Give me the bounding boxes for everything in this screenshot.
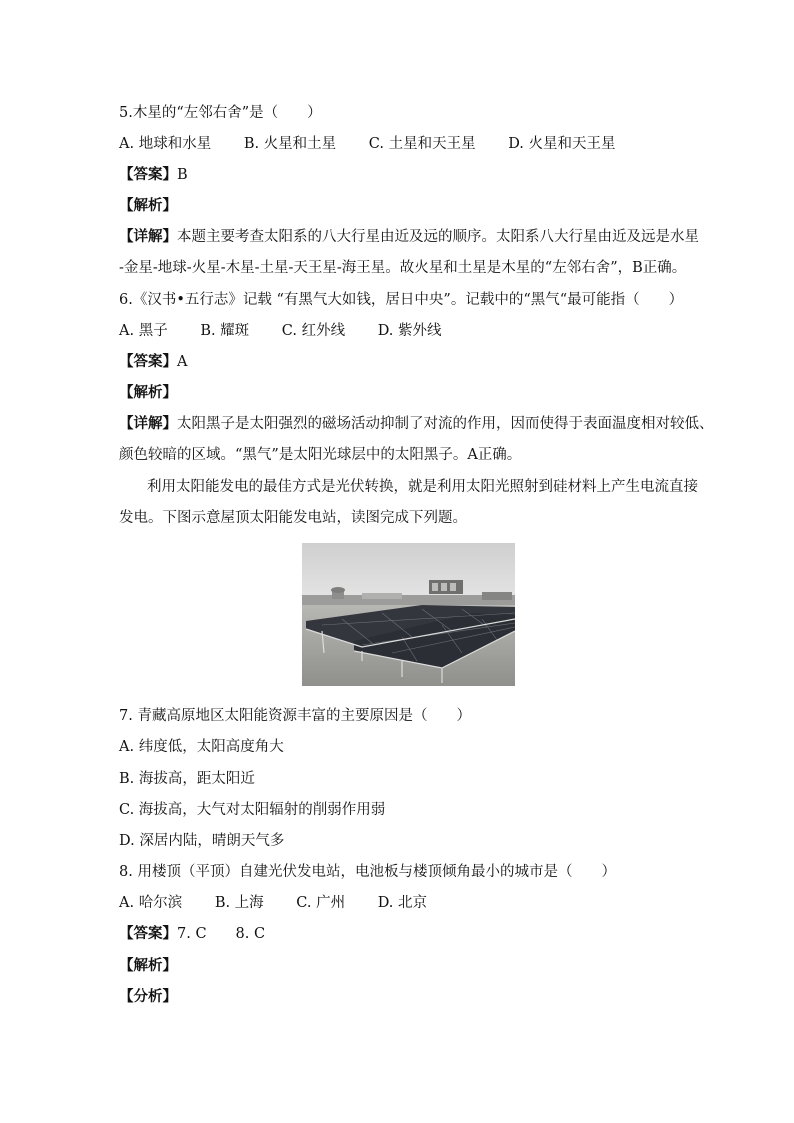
answer-tag: 【答案】 bbox=[119, 166, 177, 183]
q8-options bbox=[119, 893, 694, 913]
answer-value: B bbox=[177, 167, 188, 183]
q8-option-d: D. 北京 bbox=[377, 895, 428, 911]
q5-option-a: A. 地球和水星 bbox=[119, 136, 212, 152]
q8-stem: 8. 用楼顶（平顶）自建光伏发电站，电池板与楼顶倾角最小的城市是（ ） bbox=[119, 864, 616, 880]
answer-tag: 【答案】 bbox=[119, 353, 177, 370]
q7-stem: 7. 青藏高原地区太阳能资源丰富的主要原因是（ ） bbox=[119, 708, 471, 724]
q6-analysis-tag: 【解析】 bbox=[119, 384, 177, 401]
rooftop-solar-photo bbox=[302, 543, 515, 686]
q6-options bbox=[119, 321, 694, 341]
q5-option-b: B. 火星和土星 bbox=[243, 136, 337, 152]
q6-detail-line1 bbox=[119, 414, 714, 434]
q5-detail-line1 bbox=[119, 227, 699, 247]
q5-stem: 5.木星的“左邻右舍”是（ ） bbox=[119, 105, 322, 121]
q6-option-a: A. 黑子 bbox=[119, 323, 168, 339]
q5-option-c: C. 土星和天王星 bbox=[368, 136, 476, 152]
q7-option-b: B. 海拔高，距太阳近 bbox=[119, 771, 255, 787]
detail-tag: 【详解】 bbox=[119, 228, 177, 245]
q6-option-c: C. 红外线 bbox=[281, 323, 346, 339]
answer-value: 7. C 8. C bbox=[177, 926, 266, 942]
detail-text: 太阳黑子是太阳强烈的磁场活动抑制了对流的作用，因而使得于表面温度相对较低、 bbox=[177, 416, 714, 432]
q5-option-d: D. 火星和天王星 bbox=[508, 136, 616, 152]
q7-option-c: C. 海拔高，大气对太阳辐射的削弱作用弱 bbox=[119, 802, 386, 818]
intro-line2: 发电。下图示意屋顶太阳能发电站，读图完成下列题。 bbox=[119, 510, 467, 526]
detail-text: 本题主要考查太阳系的八大行星由近及远的顺序。太阳系八大行星由近及远是水星 bbox=[177, 229, 699, 245]
intro-line1: 利用太阳能发电的最佳方式是光伏转换，就是利用太阳光照射到硅材料上产生电流直接 bbox=[147, 479, 698, 495]
q8-option-b: B. 上海 bbox=[214, 895, 264, 911]
q8-option-c: C. 广州 bbox=[296, 895, 346, 911]
q6-option-b: B. 耀斑 bbox=[200, 323, 250, 339]
q8-option-a: A. 哈尔滨 bbox=[119, 895, 183, 911]
q7-option-d: D. 深居内陆，晴朗天气多 bbox=[119, 833, 285, 849]
q6-stem: 6.《汉书•五行志》记载 “有黑气大如钱，居日中央”。记载中的“黑气“最可能指（ ） bbox=[119, 292, 684, 308]
detail-tag: 【详解】 bbox=[119, 415, 177, 432]
answer-value: A bbox=[177, 354, 188, 370]
q5-detail-line2: -金星-地球-火星-木星-土星-天王星-海王星。故火星和土星是木星的“左邻右舍”，B正确。 bbox=[119, 260, 687, 276]
q7-8-answer bbox=[119, 924, 694, 944]
q5-options bbox=[119, 134, 694, 154]
q6-option-d: D. 紫外线 bbox=[377, 323, 442, 339]
q6-detail-line2: 颜色较暗的区域。“黑气”是太阳光球层中的太阳黑子。A正确。 bbox=[119, 447, 522, 463]
q7-8-fenxi-tag: 【分析】 bbox=[119, 988, 177, 1005]
q6-answer bbox=[119, 352, 694, 372]
q5-analysis-tag: 【解析】 bbox=[119, 197, 177, 214]
q7-8-analysis-tag: 【解析】 bbox=[119, 957, 177, 974]
q7-option-a: A. 纬度低，太阳高度角大 bbox=[119, 739, 284, 755]
q5-answer bbox=[119, 165, 694, 185]
answer-tag: 【答案】 bbox=[119, 925, 177, 942]
